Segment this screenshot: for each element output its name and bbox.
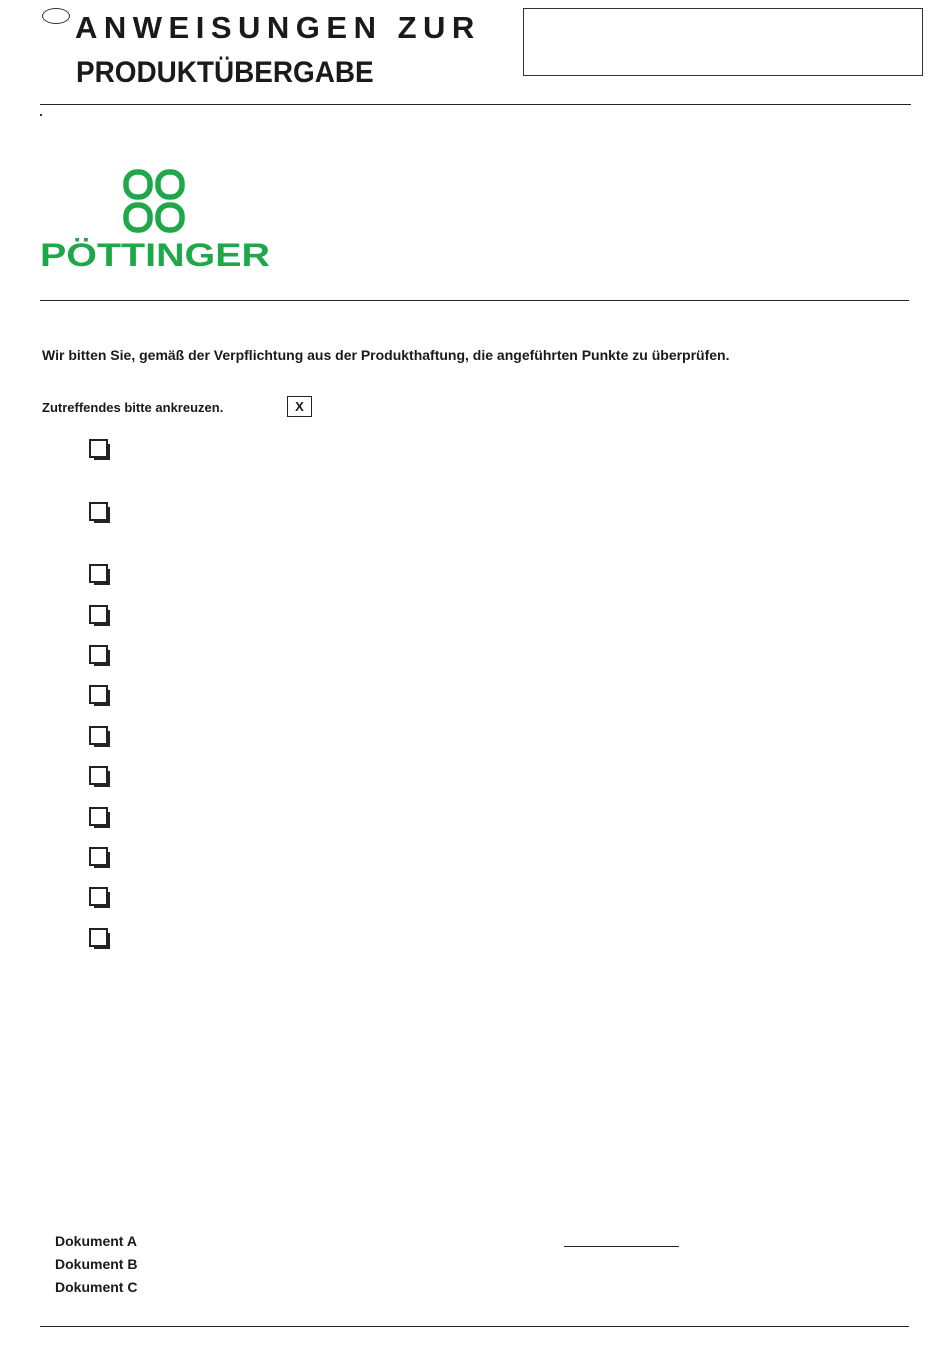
checklist-checkbox-8[interactable] — [89, 766, 108, 785]
title-line-2: PRODUKTÜBERGABE — [76, 56, 374, 89]
checklist-checkbox-3[interactable] — [89, 564, 108, 583]
checklist-checkbox-9[interactable] — [89, 807, 108, 826]
document-label-c: Dokument C — [55, 1279, 138, 1295]
checklist-checkbox-5[interactable] — [89, 645, 108, 664]
checklist-checkbox-1[interactable] — [89, 439, 108, 458]
checklist-checkbox-2[interactable] — [89, 502, 108, 521]
mark-sample-box: X — [287, 396, 312, 417]
checklist-checkbox-10[interactable] — [89, 847, 108, 866]
header-divider — [40, 104, 911, 105]
checklist-checkbox-7[interactable] — [89, 726, 108, 745]
document-number-box — [523, 8, 923, 76]
title-line-1: ANWEISUNGEN ZUR — [75, 10, 481, 45]
intro-text: Wir bitten Sie, gemäß der Verpflichtung aus der Produkthaftung, die angeführten Punkte zu überprüfen. — [42, 347, 730, 363]
footer-divider — [40, 1326, 909, 1327]
dot-mark — [40, 114, 42, 116]
document-label-b: Dokument B — [55, 1256, 138, 1272]
checklist-checkbox-6[interactable] — [89, 685, 108, 704]
checklist-checkbox-12[interactable] — [89, 928, 108, 947]
signature-line — [564, 1246, 679, 1247]
logo-divider — [40, 300, 909, 301]
checklist-checkbox-11[interactable] — [89, 887, 108, 906]
document-label-a: Dokument A — [55, 1233, 137, 1249]
checklist-checkbox-4[interactable] — [89, 605, 108, 624]
logo-text: PÖTTINGER — [40, 237, 270, 270]
language-oval — [42, 8, 70, 24]
mark-instruction-label: Zutreffendes bitte ankreuzen. — [42, 400, 224, 415]
poettinger-logo — [40, 166, 272, 275]
